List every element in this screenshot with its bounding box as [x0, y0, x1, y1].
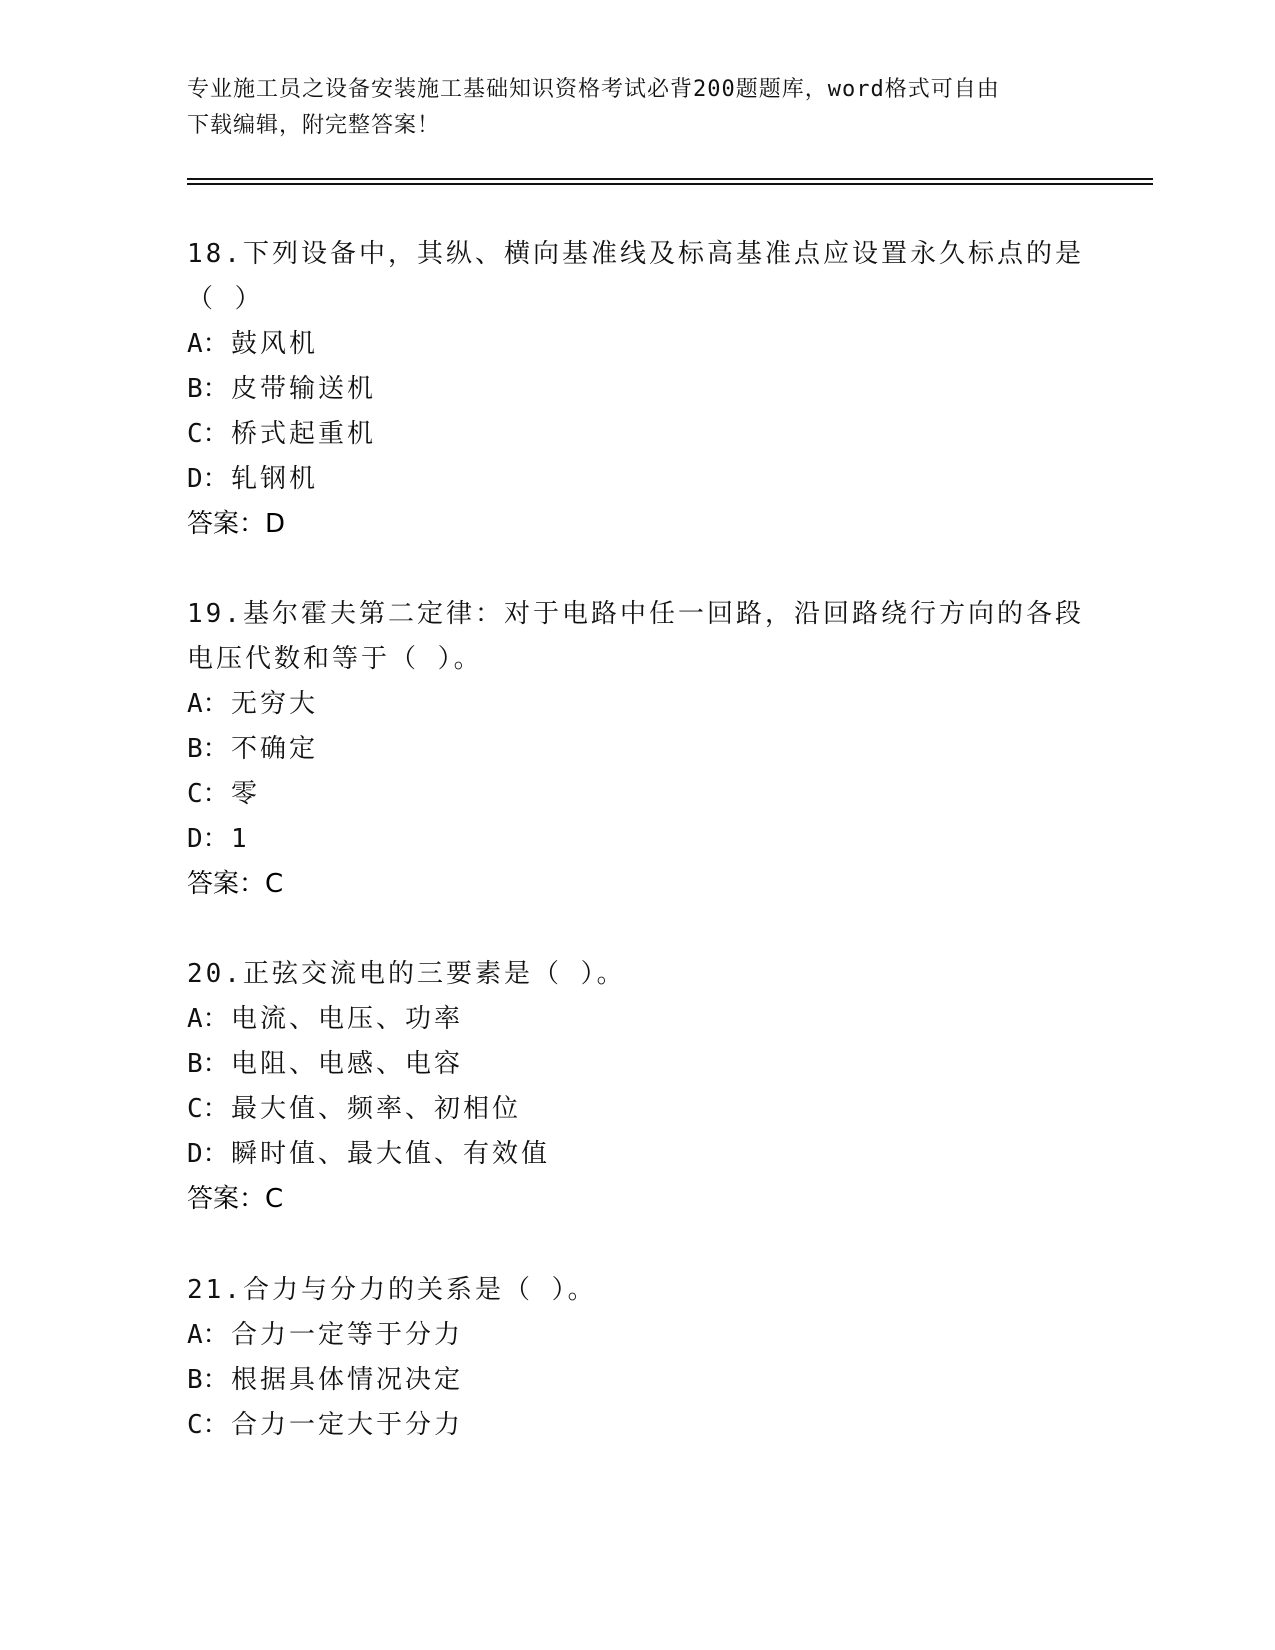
option-label: C：	[187, 1410, 229, 1440]
option-text: 不确定	[231, 734, 319, 764]
question-18	[187, 232, 1087, 547]
question-21	[187, 1268, 1087, 1448]
option-c	[187, 1403, 1087, 1448]
option-b	[187, 367, 1087, 412]
option-text: 零	[231, 779, 261, 809]
option-label: A：	[187, 689, 229, 719]
question-stem-line-1: 19.基尔霍夫第二定律：对于电路中任一回路，沿回路绕行方向的各段	[187, 599, 1084, 629]
option-label: C：	[187, 1094, 229, 1124]
header-divider-top	[187, 178, 1153, 180]
option-text: 电流、电压、功率	[231, 1004, 464, 1034]
option-label: D：	[187, 1139, 229, 1169]
option-label: D：	[187, 824, 229, 854]
option-text: 1	[231, 824, 250, 854]
option-label: D：	[187, 464, 229, 494]
option-a	[187, 1313, 1087, 1358]
option-d	[187, 817, 1087, 862]
option-text: 轧钢机	[231, 464, 319, 494]
option-b	[187, 1358, 1087, 1403]
option-c	[187, 412, 1087, 457]
option-text: 无穷大	[231, 689, 319, 719]
option-label: A：	[187, 1320, 229, 1350]
option-text: 皮带输送机	[231, 374, 377, 404]
document-header	[187, 72, 1087, 144]
option-label: C：	[187, 779, 229, 809]
option-a	[187, 322, 1087, 367]
option-text: 电阻、电感、电容	[231, 1049, 464, 1079]
header-line-1: 专业施工员之设备安装施工基础知识资格考试必背200题题库，word格式可自由	[187, 77, 1000, 102]
question-stem-line-1: 20.正弦交流电的三要素是（ ）。	[187, 959, 626, 989]
option-label: B：	[187, 1365, 229, 1395]
header-divider-bottom	[187, 183, 1153, 185]
option-label: A：	[187, 329, 229, 359]
option-text: 桥式起重机	[231, 419, 377, 449]
answer: 答案：C	[187, 1184, 284, 1214]
option-a	[187, 997, 1087, 1042]
option-b	[187, 727, 1087, 772]
question-20	[187, 952, 1087, 1222]
option-label: C：	[187, 419, 229, 449]
option-d	[187, 457, 1087, 502]
option-label: B：	[187, 374, 229, 404]
answer: 答案：C	[187, 869, 284, 899]
option-label: B：	[187, 1049, 229, 1079]
option-text: 最大值、频率、初相位	[231, 1094, 522, 1124]
option-c	[187, 772, 1087, 817]
option-d	[187, 1132, 1087, 1177]
option-text: 瞬时值、最大值、有效值	[231, 1139, 551, 1169]
header-line-2: 下载编辑，附完整答案！	[187, 113, 441, 138]
option-b	[187, 1042, 1087, 1087]
option-text: 合力一定大于分力	[231, 1410, 464, 1440]
question-stem-line-1: 21.合力与分力的关系是（ ）。	[187, 1275, 597, 1305]
option-text: 鼓风机	[231, 329, 319, 359]
option-label: B：	[187, 734, 229, 764]
option-a	[187, 682, 1087, 727]
option-text: 合力一定等于分力	[231, 1320, 464, 1350]
question-stem-line-2: 电压代数和等于（ ）。	[187, 644, 483, 674]
answer: 答案：D	[187, 509, 286, 539]
option-text: 根据具体情况决定	[231, 1365, 464, 1395]
question-stem-line-2: （ ）	[187, 284, 264, 314]
option-c	[187, 1087, 1087, 1132]
question-stem-line-1: 18.下列设备中，其纵、横向基准线及标高基准点应设置永久标点的是	[187, 239, 1084, 269]
question-19	[187, 592, 1087, 907]
option-label: A：	[187, 1004, 229, 1034]
